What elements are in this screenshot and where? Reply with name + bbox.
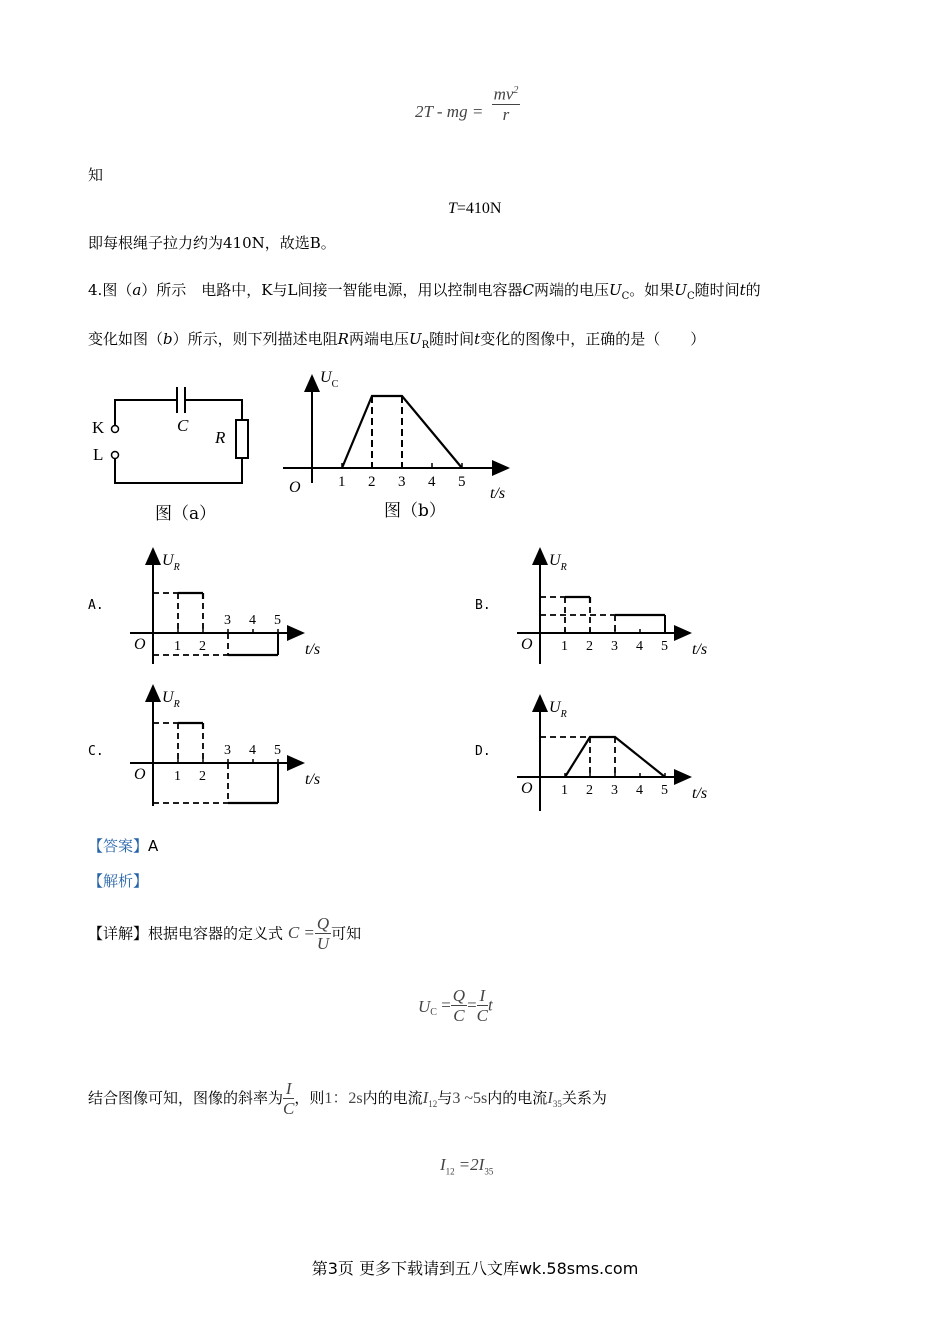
q2-c: ）所示，则下列描述电阻: [172, 330, 338, 348]
circuit-wire-top-left: [115, 400, 177, 425]
option-x-tick-label: 4: [636, 639, 643, 654]
option-a-chart[interactable]: [125, 543, 340, 668]
figure-b-ylabel: $U_C$: [320, 369, 339, 390]
answer-line: [88, 836, 158, 856]
option-a-letter[interactable]: A.: [88, 598, 104, 613]
option-x-tick-label: 1: [174, 639, 181, 654]
slope-i12: I: [422, 1088, 429, 1107]
uc-eq2: =: [467, 995, 477, 1015]
current-equation: [440, 1155, 493, 1176]
option-ylabel: $U_R$: [549, 552, 567, 573]
slope-text-6: 关系为: [561, 1089, 607, 1107]
q1-a: 图（: [102, 281, 133, 299]
option-ylabel: $U_R$: [549, 699, 567, 720]
slope-text-1: 结合图像可知，图像的斜率为: [88, 1089, 284, 1107]
uc-u: U: [418, 997, 431, 1017]
detail-text-2: 可知: [331, 924, 362, 943]
current-sub-35: 35: [484, 1166, 494, 1177]
capacitance-num: Q: [316, 914, 330, 933]
option-d-chart[interactable]: [512, 690, 727, 815]
option-x-tick-label: 2: [586, 639, 593, 654]
conclusion-text: 即每根绳子拉力约为410N，故选B。: [88, 234, 336, 252]
capacitance-def: [287, 914, 331, 953]
uc-c1: C: [453, 1006, 465, 1025]
option-xlabel: t/s: [692, 641, 708, 658]
x-tick-label: 3: [398, 474, 406, 490]
option-x-tick-label: 4: [249, 743, 256, 758]
q2-f-sub: R: [421, 340, 430, 351]
slope-i: I: [283, 1080, 294, 1099]
option-x-tick-label: 5: [274, 743, 281, 758]
option-origin: O: [521, 780, 533, 797]
label-l: L: [93, 445, 104, 464]
q1-c: C: [522, 281, 534, 299]
option-x-tick-label: 3: [224, 613, 231, 628]
slope-text-5: 内的电流: [487, 1089, 548, 1107]
slope-text-2: ，则: [294, 1089, 325, 1107]
uc-c2: C: [476, 1006, 489, 1025]
uc-sub: C: [430, 1006, 437, 1018]
option-x-tick-label: 3: [224, 743, 231, 758]
tension-result: [448, 199, 501, 219]
uc-q: Q: [452, 986, 466, 1005]
q2-b: b: [163, 330, 173, 348]
slope-fraction: [283, 1080, 294, 1119]
x-tick-label: 1: [338, 474, 346, 490]
answer-label: 【答案】: [88, 837, 149, 855]
q2-d: R: [337, 330, 349, 348]
figure-b-origin: O: [289, 479, 301, 496]
q2-g: 随时间: [429, 330, 475, 348]
slope-text-3: 内的电流: [362, 1089, 423, 1107]
option-b-letter[interactable]: B.: [475, 598, 491, 613]
slope-text-4: 与: [437, 1089, 453, 1107]
x-tick-label: 2: [368, 474, 376, 490]
q2-e: 两端电压: [348, 330, 409, 348]
option-xlabel: t/s: [305, 641, 321, 658]
slope-line: [88, 1075, 607, 1127]
option-x-tick-label: 2: [586, 783, 593, 798]
figure-a-circuit: [85, 375, 270, 535]
tension-value: =410N: [456, 200, 502, 217]
option-x-tick-label: 2: [199, 769, 206, 784]
question-line-1: [88, 280, 761, 307]
detail-label: 【详解】: [88, 924, 149, 943]
resistor-body: [236, 420, 248, 458]
option-x-tick-label: 5: [274, 613, 281, 628]
figure-b-chart: [280, 368, 520, 528]
option-xlabel: t/s: [692, 785, 708, 802]
analysis-label: 【解析】: [88, 872, 149, 890]
slope-i35: I: [547, 1088, 553, 1107]
slope-i35-sub: 35: [552, 1099, 562, 1109]
q1-e-sub: C: [621, 291, 630, 302]
option-x-tick-label: 2: [199, 639, 206, 654]
slope-range-2: 3 ~5s: [452, 1090, 488, 1107]
option-ylabel: $U_R$: [162, 552, 180, 573]
q2-h: t: [474, 330, 481, 348]
option-x-tick-label: 4: [636, 783, 643, 798]
q1-d: 两端的电压: [533, 281, 609, 299]
top-equation-fraction: [492, 82, 521, 125]
uc-eq1: =: [441, 995, 451, 1015]
option-origin: O: [521, 636, 533, 653]
option-b-chart[interactable]: [512, 543, 727, 668]
circuit-wire-top-right: [185, 400, 242, 420]
detail-text-1: 根据电容器的定义式: [148, 924, 284, 943]
current-rhs: =2I: [458, 1155, 485, 1174]
x-tick-label: 4: [428, 474, 436, 490]
top-equation: [415, 82, 520, 125]
option-x-tick-label: 1: [561, 783, 568, 798]
tension-var: T: [448, 200, 457, 217]
figure-b-caption: 图（b）: [384, 501, 446, 521]
know-label: 知: [88, 166, 104, 184]
label-k: K: [92, 418, 105, 437]
option-x-tick-label: 5: [661, 639, 668, 654]
option-origin: O: [134, 636, 146, 653]
question-line-2: [88, 329, 705, 356]
q1-i: t: [739, 281, 746, 299]
terminal-k: [112, 426, 119, 433]
top-equation-sup: 2: [513, 85, 519, 96]
figure-a-caption: 图（a）: [155, 504, 217, 524]
q1-h: 随时间: [694, 281, 740, 299]
question-number: 4.: [88, 281, 103, 299]
figure-b-xlabel: t/s: [490, 485, 506, 502]
label-c: C: [177, 416, 189, 435]
label-r: R: [215, 428, 226, 447]
uc-t: t: [488, 995, 493, 1015]
uc-i: I: [477, 987, 488, 1006]
option-x-tick-label: 1: [174, 769, 181, 784]
q1-e: U: [608, 281, 622, 299]
option-x-tick-label: 5: [661, 783, 668, 798]
option-c-letter[interactable]: C.: [88, 744, 104, 759]
x-tick-label: 5: [458, 474, 466, 490]
slope-i12-sub: 12: [428, 1099, 438, 1109]
terminal-l: [112, 452, 119, 459]
q2-f: U: [408, 330, 422, 348]
top-equation-lhs: 2T - mg =: [415, 102, 484, 122]
top-equation-denominator: r: [502, 104, 510, 124]
q1-j: 的: [745, 281, 761, 299]
current-sub-12: 12: [445, 1166, 455, 1177]
q1-a-it: a: [132, 281, 142, 299]
detail-line: [88, 915, 361, 954]
q1-g: U: [674, 281, 687, 299]
q1-f: 。如果: [629, 281, 675, 299]
option-c-chart[interactable]: [125, 680, 340, 810]
capacitance-den: U: [316, 934, 330, 953]
option-origin: O: [134, 766, 146, 783]
option-d-letter[interactable]: D.: [475, 744, 491, 759]
option-xlabel: t/s: [305, 771, 321, 788]
circuit-wire-bottom: [115, 458, 242, 483]
option-x-tick-label: 4: [249, 613, 256, 628]
option-x-tick-label: 3: [611, 783, 618, 798]
option-ylabel: $U_R$: [162, 689, 180, 710]
slope-range-1: 1：2s: [324, 1090, 363, 1107]
uc-equation: [418, 987, 493, 1026]
capacitance-lhs: C =: [287, 923, 315, 943]
q1-b: ）所示 电路中，K与L间接一智能电源，用以控制电容器: [141, 281, 523, 299]
page-footer: 第3页 更多下载请到五八文库wk.58sms.com: [311, 1259, 639, 1278]
q2-i: 变化的图像中，正确的是（ ）: [480, 330, 706, 348]
q1-g-sub: C: [686, 291, 695, 302]
top-equation-numerator: mv: [493, 84, 514, 104]
q2-a: 变化如图（: [88, 330, 164, 348]
answer-value: A: [148, 837, 159, 855]
option-x-tick-label: 1: [561, 639, 568, 654]
option-x-tick-label: 3: [611, 639, 618, 654]
current-i12: I: [440, 1155, 446, 1174]
slope-c: C: [283, 1098, 295, 1118]
